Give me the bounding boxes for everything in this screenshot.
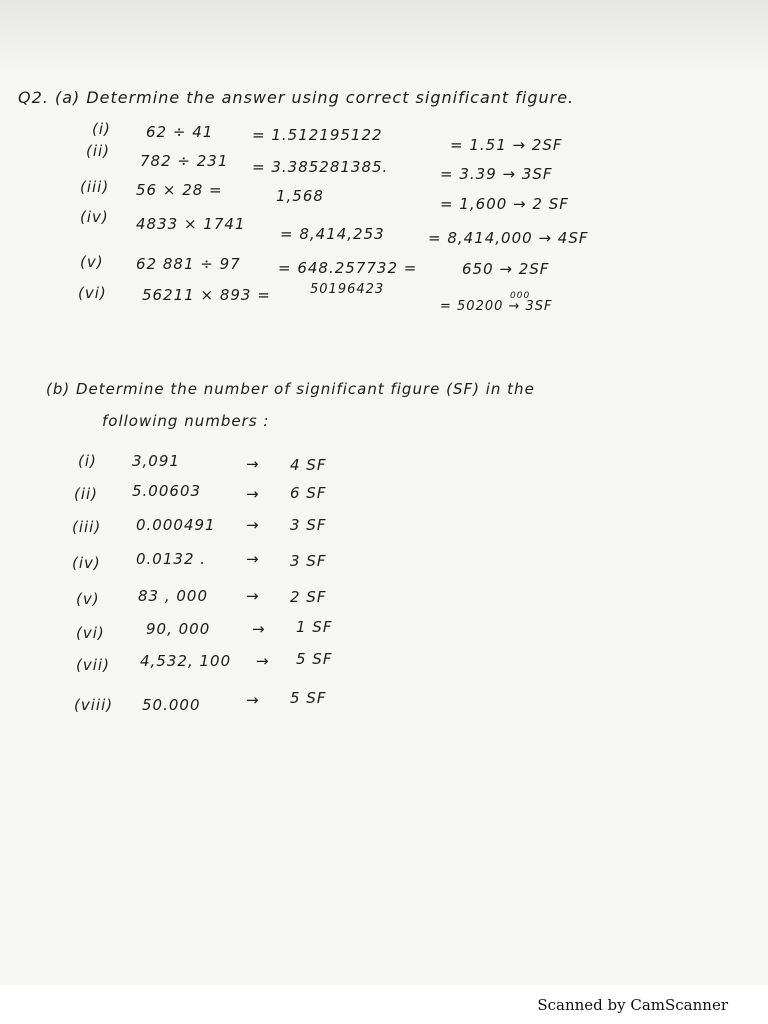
arrow-icon: → [246,455,260,473]
b-item-sf: 5 SF [296,650,333,668]
b-item-sf: 3 SF [290,516,327,534]
b-item-sf: 4 SF [290,456,327,474]
b-item-sf: 5 SF [290,689,327,707]
a-row-expr: 56211 × 893 = [142,286,271,304]
arrow-icon: → [246,516,260,534]
a-row-num: (iii) [80,178,110,196]
b-item-value: 5.00603 [132,482,202,500]
a-row-num: (ii) [86,142,111,160]
a-row-expr: 62 881 ÷ 97 [136,255,241,273]
b-item-sf: 6 SF [290,484,327,502]
a-row-num: (iv) [80,208,109,226]
a-row-num: (vi) [78,284,107,302]
arrow-icon: → [246,485,260,503]
a-row-expr: 62 ÷ 41 [146,123,214,141]
b-item-num: (iii) [72,518,102,536]
a-row-rounded: = 3.39 → 3SF [440,165,553,183]
b-item-num: (vi) [76,624,105,642]
a-row-superscript: 000 [510,291,531,301]
a-row-rounded: = 1.51 → 2SF [450,136,563,154]
a-row-result: 50196423 [310,282,385,297]
b-item-sf: 1 SF [296,618,333,636]
a-row-result: 1,568 [276,187,324,205]
arrow-icon: → [246,691,260,709]
b-item-num: (vii) [76,656,110,674]
b-item-num: (viii) [74,696,114,714]
b-item-num: (ii) [74,485,99,503]
b-item-sf: 2 SF [290,588,327,606]
arrow-icon: → [252,620,266,638]
a-row-num: (v) [80,253,104,271]
a-row-num: (i) [92,120,111,138]
a-row-rounded: = 8,414,000 → 4SF [428,229,589,247]
question-b-heading-cont: following numbers : [102,412,270,430]
paper-shadow [0,0,768,70]
question-b-heading: (b) Determine the number of significant figure (SF) in the [46,380,535,398]
b-item-value: 90, 000 [146,620,211,638]
b-item-value: 3,091 [132,452,180,470]
arrow-icon: → [246,550,260,568]
question-a-heading: Q2. (a) Determine the answer using correct significant figure. [18,88,575,107]
a-row-result: = 648.257732 = [278,259,418,277]
a-row-expr: 782 ÷ 231 [140,152,229,170]
a-row-result: = 8,414,253 [280,225,385,243]
b-item-value: 0.000491 [136,516,216,534]
b-item-value: 0.0132 . [136,550,207,568]
a-row-rounded: 650 → 2SF [462,260,550,278]
a-row-result: = 1.512195122 [252,126,383,144]
b-item-num: (i) [78,452,97,470]
b-item-num: (iv) [72,554,101,572]
a-row-rounded: = 1,600 → 2 SF [440,195,569,213]
a-row-result: = 3.385281385. [252,158,389,176]
b-item-value: 50.000 [142,696,201,714]
b-item-value: 83 , 000 [138,587,209,605]
a-row-expr: 4833 × 1741 [136,215,246,233]
a-row-expr: 56 × 28 = [136,181,223,199]
b-item-value: 4,532, 100 [140,652,232,670]
a-row-rounded: = 50200 → 3SF [440,299,553,314]
b-item-num: (v) [76,590,100,608]
arrow-icon: → [256,652,270,670]
scanner-watermark: Scanned by CamScanner [537,996,728,1014]
b-item-sf: 3 SF [290,552,327,570]
arrow-icon: → [246,587,260,605]
